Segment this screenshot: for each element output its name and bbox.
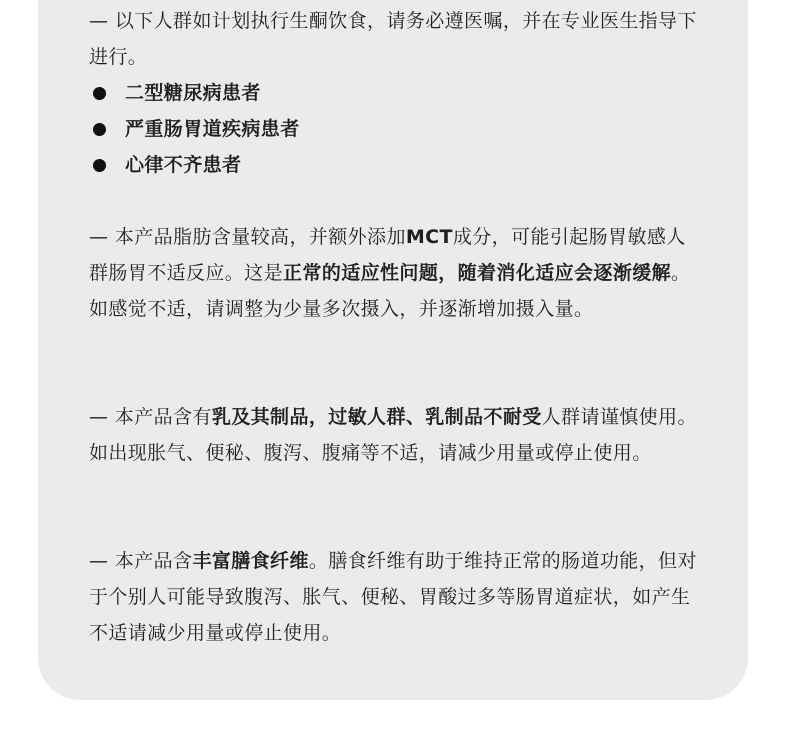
risk-group-label: 二型糖尿病患者 [125,82,261,104]
dairy-allergy-notice [89,399,699,471]
fiber-notice-emphasis: 丰富膳食纤维 [192,550,309,572]
fat-notice-emphasis: 正常的适应性问题，随着消化适应会逐渐缓解 [283,262,672,284]
bullet-dot-icon [93,123,106,136]
fat-notice-text: 。如感觉不适，请调整为少量多次摄入，并逐渐增加摄入量。 [89,262,691,320]
risk-group-item [89,75,699,111]
fiber-notice-text: — 本产品含 [89,550,193,572]
mct-label: MCT [405,226,453,248]
risk-group-item [89,147,699,183]
fat-notice-text: — 本产品脂肪含量较高，并额外添加 [89,226,406,248]
fat-content-notice [89,219,699,327]
risk-group-list [89,75,699,183]
bullet-dot-icon [93,87,106,100]
dairy-notice-text: 人群请谨慎使用。如出现胀气、便秘、腹泻、腹痛等不适，请减少用量或停止使用。 [89,406,697,464]
dairy-notice-emphasis: 乳及其制品，过敏人群、乳制品不耐受 [211,406,542,428]
fiber-notice-text: 。膳食纤维有助于维持正常的肠道功能，但对于个别人可能导致腹泻、胀气、便秘、胃酸过多等肠胃道症状，如产生不适请减少用量或停止使用。 [89,550,697,644]
notice-intro: — 以下人群如计划执行生酮饮食，请务必遵医嘱，并在专业医生指导下进行。 [89,10,697,68]
risk-group-label: 心律不齐患者 [125,154,242,176]
risk-group-label: 严重肠胃道疾病患者 [125,118,300,140]
fat-notice-text: 成分，可能引起肠胃敏感人群肠胃不适反应。这是 [89,226,686,284]
fiber-notice [89,543,699,651]
bullet-dot-icon [93,159,106,172]
dairy-notice-text: — 本产品含有 [89,406,212,428]
risk-group-item [89,111,699,147]
